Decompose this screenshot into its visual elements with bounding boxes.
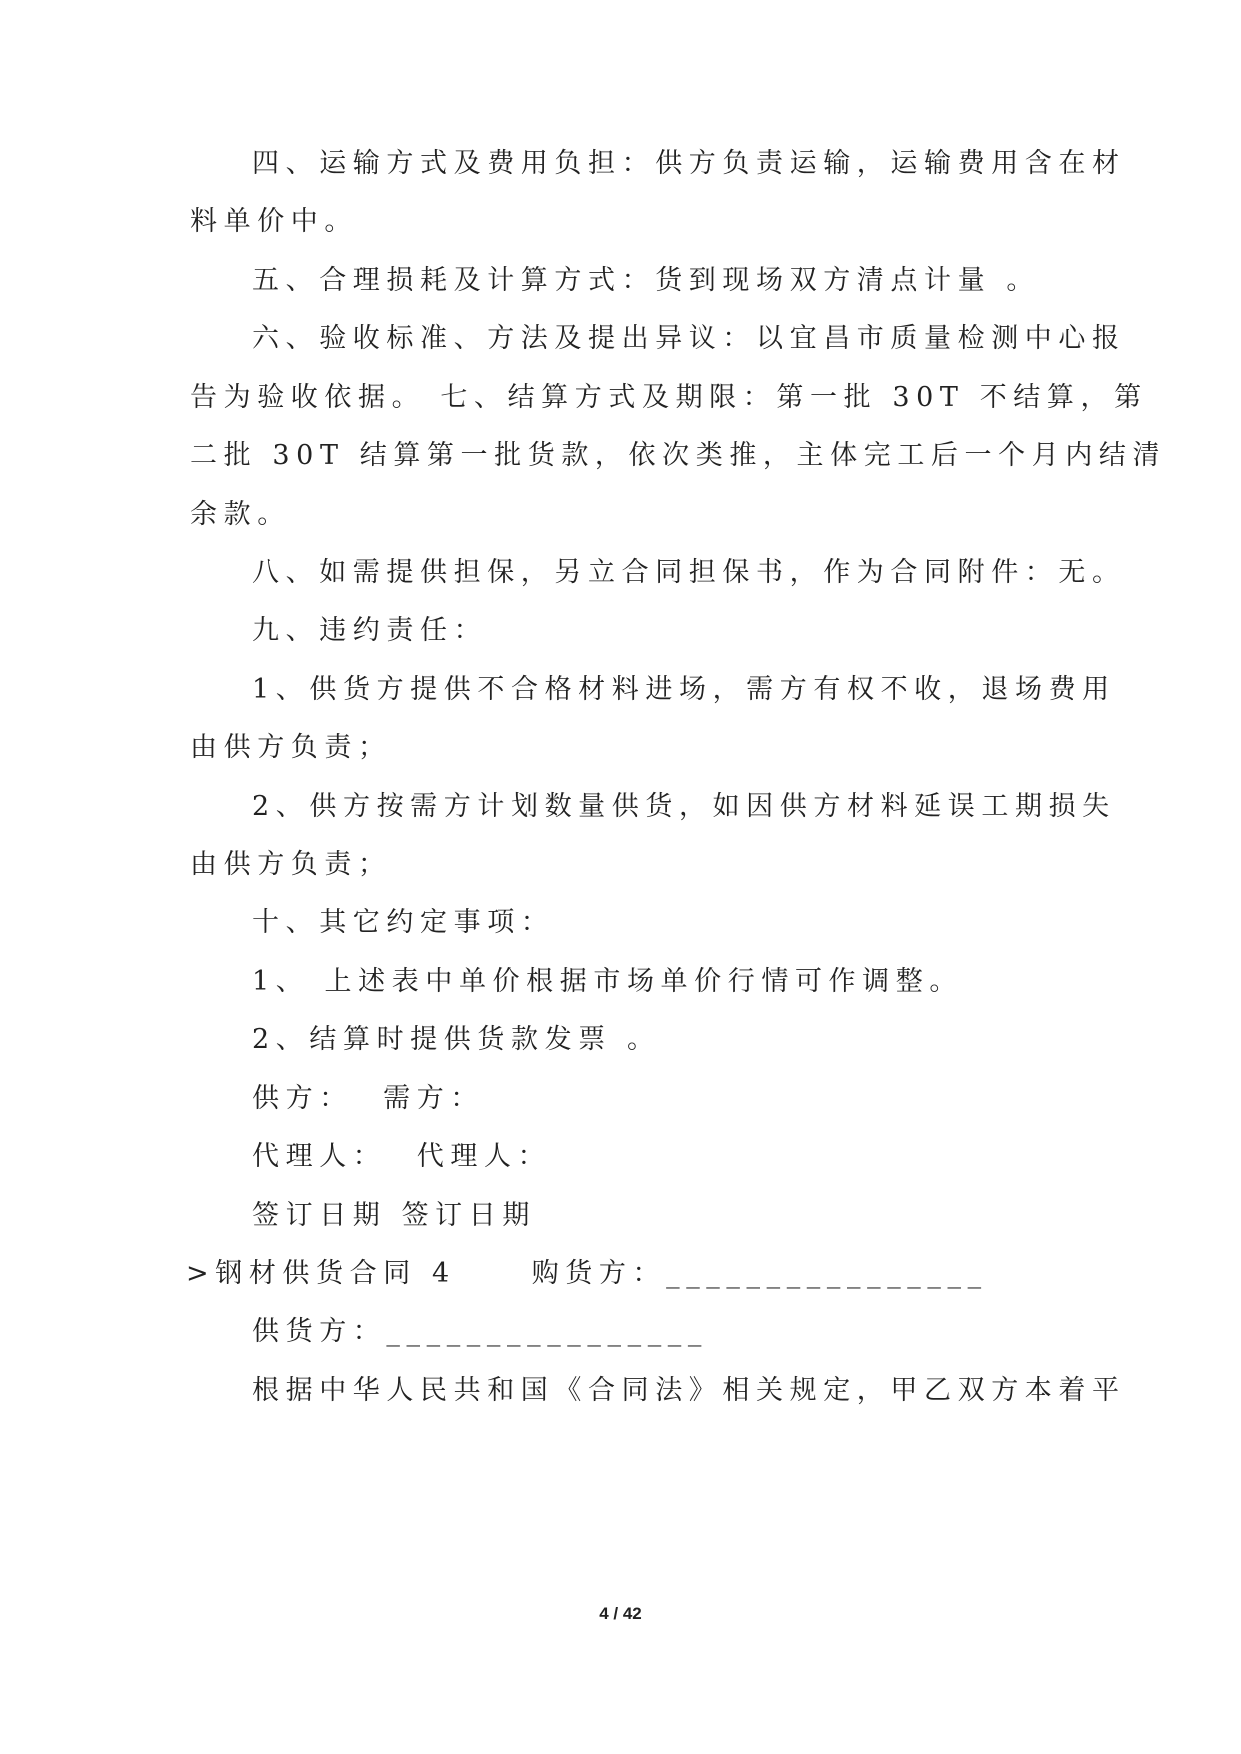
clause-10-item-1: 1、 上述表中单价根据市场单价行情可作调整。: [252, 966, 963, 997]
clause-5: 五、合理损耗及计算方式：货到现场双方清点计量 。: [252, 265, 1040, 296]
signature-agents: 代理人： 代理人：: [252, 1141, 552, 1172]
clause-9-item-2-line-1: 2、供方按需方计划数量供货，如因供方材料延误工期损失: [252, 791, 1116, 822]
page-number: 4 / 42: [599, 1604, 642, 1623]
clause-9-item-1-line-1: 1、供货方提供不合格材料进场，需方有权不收，退场费用: [252, 674, 1116, 705]
signature-parties: 供方： 需方：: [252, 1083, 484, 1114]
clause-4-line-2: 料单价中。: [190, 206, 358, 237]
clause-9-item-2-line-2: 由供方负责；: [190, 849, 392, 880]
clause-8: 八、如需提供担保，另立合同担保书，作为合同附件：无。: [252, 557, 1126, 588]
supplier-line: 供货方：________________: [252, 1316, 708, 1347]
clause-4-line-1: 四、运输方式及费用负担：供方负责运输，运输费用含在材: [252, 148, 1126, 179]
contract-4-heading: >钢材供货合同 4 购货方：________________: [186, 1258, 988, 1289]
preamble-line-1: 根据中华人民共和国《合同法》相关规定，甲乙双方本着平: [252, 1375, 1126, 1406]
clause-7-line-2: 二批 30T 结算第一批货款，依次类推，主体完工后一个月内结清: [190, 440, 1167, 471]
clause-10-heading: 十、其它约定事项：: [252, 907, 555, 938]
clause-6-line-2: 告为验收依据。 七、结算方式及期限：第一批 30T 不结算，第: [190, 382, 1148, 413]
signature-dates: 签订日期 签订日期: [252, 1200, 536, 1231]
clause-10-item-2: 2、结算时提供货款发票 。: [252, 1024, 661, 1055]
clause-9-item-1-line-2: 由供方负责；: [190, 732, 392, 763]
clause-6-line-1: 六、验收标准、方法及提出异议：以宜昌市质量检测中心报: [252, 323, 1126, 354]
clause-9-heading: 九、违约责任：: [252, 615, 488, 646]
clause-7-line-3: 余款。: [190, 499, 291, 530]
